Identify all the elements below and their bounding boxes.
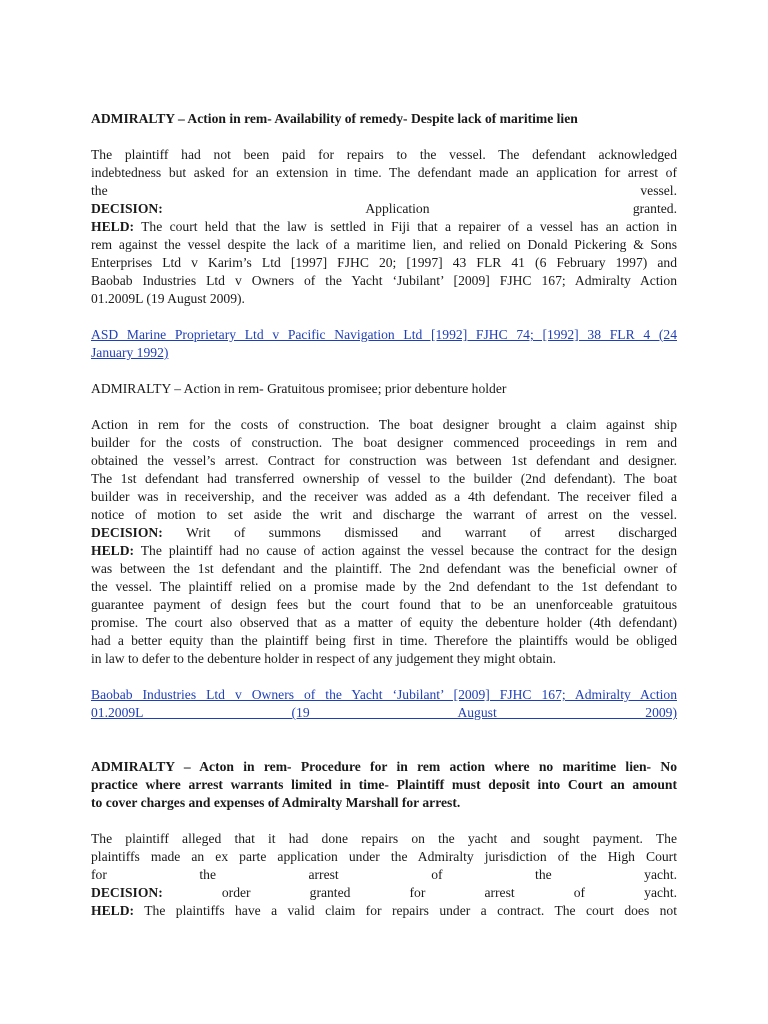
section-2-held-line: HELD: The plaintiff had no cause of action against the vessel because the contract for the design — [91, 543, 677, 558]
section-2-facts-line: obtained the vessel’s arrest. Contract for construction was between 1st defendant and designer. — [91, 453, 677, 468]
section-2-held-line: guarantee payment of design fees but the court found that to be an unenforceable gratuitous — [91, 597, 677, 612]
section-1-facts-line: indebtedness but asked for an extension in time. The defendant made an application for arrest of — [91, 165, 677, 180]
held-label: HELD: — [91, 219, 135, 234]
section-1-held-line: Baobab Industries Ltd v Owners of the Yacht ‘Jubilant’ [2009] FJHC 167; Admiralty Action — [91, 273, 677, 288]
section-1-body — [91, 146, 677, 308]
case-link-baobab-industries[interactable]: Baobab Industries Ltd v Owners of the Yacht ‘Jubilant’ [2009] FJHC 167; Admiralty Action 01.2009L (19 August 2009) — [91, 687, 677, 720]
section-1-held-line: rem against the vessel despite the lack of a maritime lien, and relied on Donald Pickering & Sons — [91, 237, 677, 252]
section-2-decision — [91, 524, 677, 542]
section-2-held-line: had a better equity than the plaintiff being first in time. Therefore the plaintiffs would be obliged — [91, 633, 677, 648]
decision-label: DECISION: — [91, 885, 163, 900]
held-label: HELD: — [91, 903, 135, 918]
section-2-held-line: was between the 1st defendant and the plaintiff. The 2nd defendant was the beneficial owner of — [91, 561, 677, 576]
section-3-heading: ADMIRALTY – Acton in rem- Procedure for in rem action where no maritime lien- No practice where arrest warrants limited in time- Plaintiff must deposit into Court an amount to cover charges and expenses of Admiralty Marshall for arrest. — [91, 759, 677, 810]
decision-text: order granted for arrest of yacht. — [221, 885, 677, 900]
section-1-held-line: 01.2009L (19 August 2009). — [91, 291, 245, 306]
section-2-heading: ADMIRALTY – Action in rem- Gratuitous promisee; prior debenture holder — [91, 381, 507, 396]
section-3-body — [91, 830, 677, 920]
decision-label: DECISION: — [91, 525, 163, 540]
section-3-facts-line: for the arrest of the yacht. — [91, 867, 677, 882]
section-2-held-line: in law to defer to the debenture holder in respect of any judgement they might obtain. — [91, 651, 557, 666]
decision-text: Writ of summons dismissed and warrant of arrest discharged — [186, 525, 677, 540]
section-2-facts-line: builder was in receivership, and the receiver was added as a 4th defendant. The receiver filed a — [91, 489, 677, 504]
document-page — [91, 110, 677, 938]
decision-text: Application granted. — [365, 201, 677, 216]
section-1-held-line: HELD: The court held that the law is settled in Fiji that a repairer of a vessel has an action in — [91, 219, 677, 234]
section-2-held-line: the vessel. The plaintiff relied on a promise made by the 2nd defendant to the 1st defendant to — [91, 579, 677, 594]
section-3-decision — [91, 884, 677, 902]
section-3-held-line: HELD: The plaintiffs have a valid claim for repairs under a contract. The court does not — [91, 903, 678, 918]
section-1-decision — [91, 200, 677, 218]
section-2-facts-line: notice of motion to set aside the writ and discharge the warrant of arrest on the vessel. — [91, 507, 677, 522]
decision-label: DECISION: — [91, 201, 163, 216]
section-1-held-line: Enterprises Ltd v Karim’s Ltd [1997] FJHC 20; [1997] 43 FLR 41 (6 February 1997) and — [91, 255, 677, 270]
section-2-body — [91, 416, 677, 668]
section-3-facts-line: The plaintiff alleged that it had done repairs on the yacht and sought payment. The — [91, 831, 677, 846]
held-label: HELD: — [91, 543, 135, 558]
section-1-heading: ADMIRALTY – Action in rem- Availability of remedy- Despite lack of maritime lien — [91, 111, 578, 126]
section-3-facts-line: plaintiffs made an ex parte application under the Admiralty jurisdiction of the High Court — [91, 849, 677, 864]
section-2-facts-line: Action in rem for the costs of construction. The boat designer brought a claim against ship — [91, 417, 677, 432]
section-2-facts-line: builder for the costs of construction. The boat designer commenced proceedings in rem and — [91, 435, 677, 450]
section-1-facts-line: The plaintiff had not been paid for repairs to the vessel. The defendant acknowledged — [91, 147, 677, 162]
section-2-held-line: promise. The court also observed that as a matter of equity the debenture holder (4th defendant) — [91, 615, 677, 630]
section-2-facts-line: The 1st defendant had transferred ownership of vessel to the builder (2nd defendant). The boat — [91, 471, 677, 486]
case-link-asd-marine[interactable]: ASD Marine Proprietary Ltd v Pacific Navigation Ltd [1992] FJHC 74; [1992] 38 FLR 4 (24 January 1992) — [91, 327, 677, 360]
section-1-facts-line: the vessel. — [91, 183, 677, 198]
